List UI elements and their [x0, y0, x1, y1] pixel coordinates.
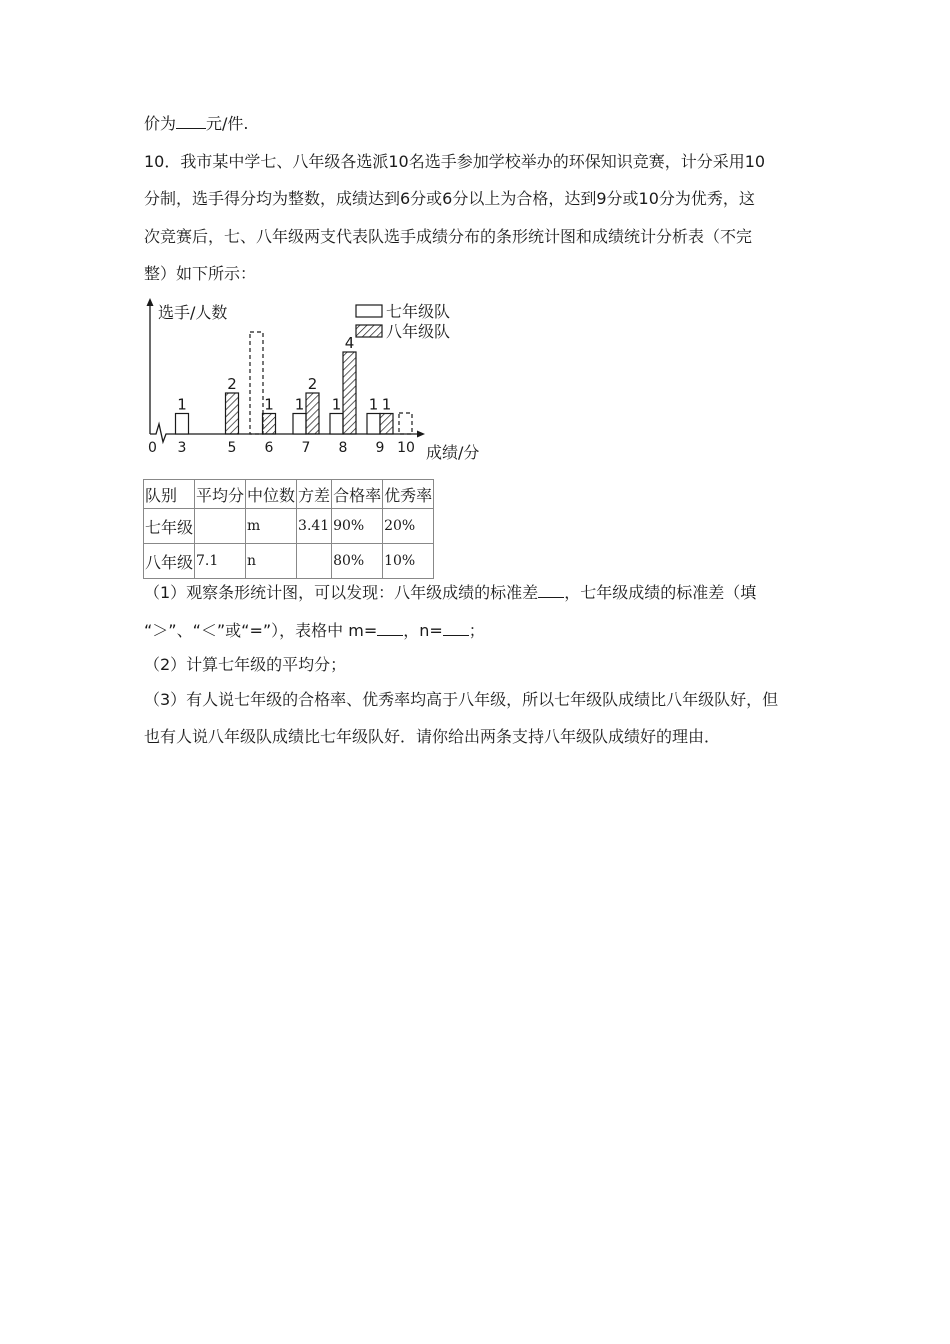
table-header-cell: 合格率	[332, 480, 383, 509]
legend-label-grade8: 八年级队	[386, 322, 451, 341]
table-cell: n	[246, 544, 297, 579]
subquestion-3-line-2: 也有人说八年级队成绩比七年级队好．请你给出两条支持八年级队成绩好的理由．	[144, 727, 721, 746]
y-axis-label: 选手/人数	[158, 303, 228, 322]
table-cell: 10%	[383, 544, 434, 579]
table-header-cell: 平均分	[195, 480, 246, 509]
x-tick-label: 7	[301, 440, 311, 456]
question-10-line-3: 次竞赛后，七、八年级两支代表队选手成绩分布的条形统计图和成绩统计分析表（不完	[144, 227, 753, 246]
bar-grade7	[293, 414, 306, 435]
data-label-grade8: 2	[307, 375, 318, 393]
table-cell: m	[246, 509, 297, 544]
bar-grade7	[176, 414, 189, 435]
x-tick-label: 6	[264, 440, 274, 456]
bar-grade8	[380, 414, 393, 435]
text: ，七年级成绩的标准差（填	[564, 583, 757, 602]
table-cell: 七年级	[144, 509, 195, 544]
text: （1）观察条形统计图，可以发现：八年级成绩的标准差	[144, 583, 539, 602]
answer-blank-m[interactable]	[377, 621, 403, 636]
data-label-grade8: 4	[344, 334, 355, 352]
subquestion-1-line-1	[144, 583, 756, 603]
y-axis-arrow	[147, 298, 154, 306]
bar-chart-svg	[138, 292, 498, 468]
x-tick-label: 9	[375, 440, 385, 456]
data-label-grade7: 1	[331, 395, 342, 414]
text: ；	[468, 621, 485, 640]
data-label-grade8: 1	[381, 395, 392, 414]
bar-grade7	[367, 414, 380, 435]
answer-blank[interactable]	[176, 114, 206, 129]
table-cell: 20%	[383, 509, 434, 544]
text: 价为	[144, 114, 177, 133]
table-header-cell: 队别	[144, 480, 195, 509]
question-10-line-4: 整）如下所示：	[144, 264, 257, 283]
table-header-cell: 方差	[297, 480, 332, 509]
bar-grade7	[330, 414, 343, 435]
table-header-cell: 中位数	[246, 480, 297, 509]
table-row	[144, 509, 434, 544]
text: 元/件.	[206, 114, 249, 133]
table-cell: 7.1	[195, 544, 246, 579]
x-axis-label: 成绩/分	[426, 443, 480, 462]
data-label-grade7: 1	[177, 395, 187, 414]
question-10-line-1: 10．我市某中学七、八年级各选派10名选手参加学校举办的环保知识竞赛，计分采用10	[144, 152, 766, 171]
subquestion-3-line-1: （3）有人说七年级的合格率、优秀率均高于八年级，所以七年级队成绩比八年级队好，但	[144, 690, 779, 709]
table-cell: 80%	[332, 544, 383, 579]
answer-blank-n[interactable]	[443, 621, 469, 636]
table-cell: 八年级	[144, 544, 195, 579]
table-header-row	[144, 480, 434, 509]
statistics-table	[143, 479, 434, 579]
bar-grade8	[226, 393, 239, 434]
table-cell	[195, 509, 246, 544]
missing-bar-grade7-10	[399, 413, 412, 434]
legend-label-grade7: 七年级队	[386, 302, 451, 321]
x-tick-label: 5	[227, 440, 237, 456]
origin-label: 0	[148, 440, 157, 456]
table-header-cell: 优秀率	[383, 480, 434, 509]
table-cell: 90%	[332, 509, 383, 544]
subquestion-1-line-2	[144, 621, 485, 641]
legend-swatch-grade8	[356, 325, 382, 337]
text: ，n=	[403, 621, 443, 640]
missing-bar-grade7-6	[250, 332, 263, 434]
text: “＞”、“＜”或“=”），表格中 m=	[144, 621, 378, 640]
x-tick-label: 3	[177, 440, 187, 456]
subquestion-2: （2）计算七年级的平均分；	[144, 655, 347, 674]
bar-grade8	[306, 393, 319, 434]
data-label-grade8: 2	[227, 375, 237, 393]
answer-blank[interactable]	[538, 583, 564, 598]
question-10-line-2: 分制，选手得分均为整数，成绩达到6分或6分以上为合格，达到9分或10分为优秀，这	[144, 189, 755, 208]
data-label-grade8: 1	[264, 395, 274, 414]
x-tick-label: 8	[338, 440, 348, 456]
data-label-grade7: 1	[294, 395, 305, 414]
table-cell: 3.41	[297, 509, 332, 544]
line-price	[144, 114, 249, 134]
x-axis-arrow	[417, 431, 425, 438]
x-tick-label: 10	[397, 440, 415, 456]
bar-grade8	[343, 352, 356, 434]
data-label-grade7: 1	[368, 395, 379, 414]
bar-chart	[138, 292, 498, 468]
legend-swatch-grade7	[356, 305, 382, 317]
table-cell	[297, 544, 332, 579]
bar-grade8	[263, 414, 276, 435]
table-row	[144, 544, 434, 579]
